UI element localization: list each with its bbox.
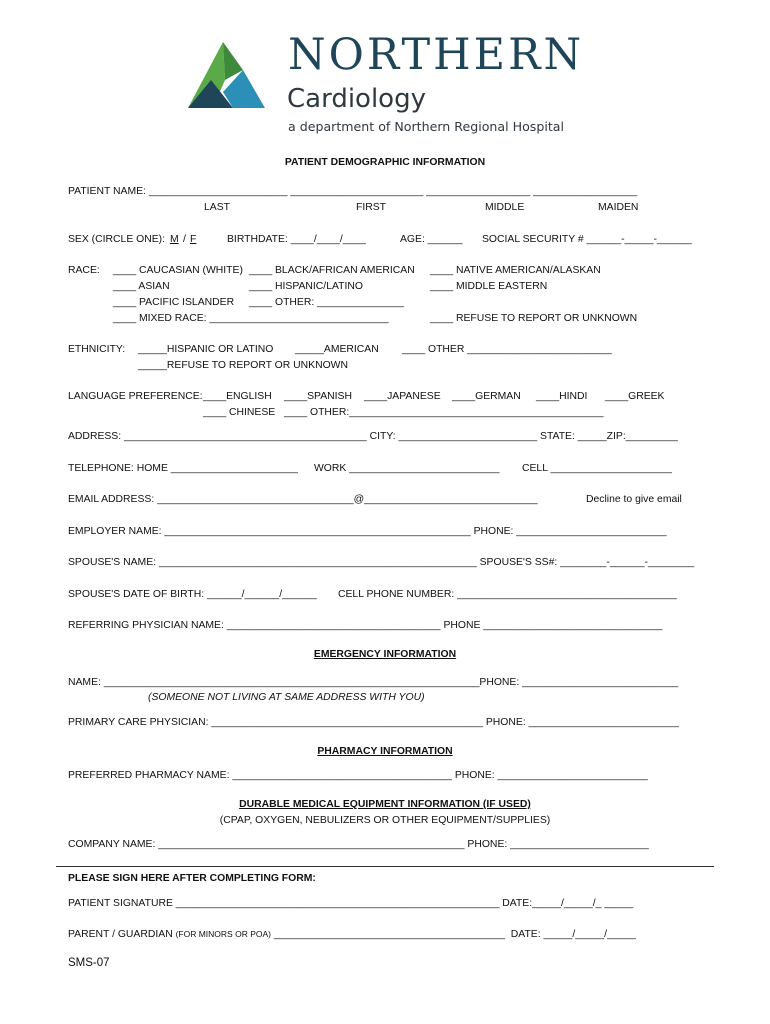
employer-field[interactable]: EMPLOYER NAME: _____________________________________________________ PHONE: __________________________ bbox=[68, 526, 667, 537]
home-phone-field[interactable]: TELEPHONE: HOME ______________________ bbox=[68, 463, 298, 474]
referring-physician-field[interactable]: REFERRING PHYSICIAN NAME: _____________________________________ PHONE _______________________________ bbox=[68, 620, 663, 631]
race-option[interactable]: ____ REFUSE TO REPORT OR UNKNOWN bbox=[430, 313, 638, 324]
language-option-spanish[interactable]: ____SPANISH bbox=[284, 391, 352, 402]
emergency-note: (SOMEONE NOT LIVING AT SAME ADDRESS WITH YOU) bbox=[148, 692, 425, 703]
dme-heading: DURABLE MEDICAL EQUIPMENT INFORMATION (IF USED) bbox=[239, 799, 531, 810]
pcp-field[interactable]: PRIMARY CARE PHYSICIAN: _______________________________________________ PHONE: __________________________ bbox=[68, 717, 679, 728]
race-option[interactable]: ____ ASIAN bbox=[113, 281, 170, 292]
language-option-hindi[interactable]: ____HINDI bbox=[536, 391, 588, 402]
ethnicity-option-american[interactable]: _____AMERICAN bbox=[295, 344, 379, 355]
ssn-field[interactable]: SOCIAL SECURITY # ______-_____-______ bbox=[482, 234, 692, 245]
language-option-german[interactable]: ____GERMAN bbox=[452, 391, 521, 402]
emergency-heading: EMERGENCY INFORMATION bbox=[313, 649, 457, 660]
race-option[interactable]: ____ OTHER: _______________ bbox=[249, 297, 404, 308]
patient-signature-field[interactable]: PATIENT SIGNATURE ________________________________________________________ DATE:_____/_____/_ _____ bbox=[68, 898, 634, 909]
pharmacy-field[interactable]: PREFERRED PHARMACY NAME: ______________________________________ PHONE: __________________________ bbox=[68, 770, 648, 781]
spouse-dob-field[interactable]: SPOUSE'S DATE OF BIRTH: ______/______/______ bbox=[68, 589, 317, 600]
logo-department: a department of Northern Regional Hospital bbox=[288, 119, 564, 134]
ethnicity-option-hispanic[interactable]: _____HISPANIC OR LATINO bbox=[138, 344, 274, 355]
patient-name-field[interactable]: PATIENT NAME: ________________________ _______________________ __________________ __________________ bbox=[68, 186, 638, 197]
dme-company-field[interactable]: COMPANY NAME: _____________________________________________________ PHONE: ________________________ bbox=[68, 839, 649, 850]
sex-option-m[interactable]: M bbox=[170, 234, 179, 245]
language-label: LANGUAGE PREFERENCE: bbox=[68, 391, 203, 402]
dme-subheading: (CPAP, OXYGEN, NEBULIZERS OR OTHER EQUIPMENT/SUPPLIES) bbox=[219, 815, 551, 826]
logo-name: NORTHERN bbox=[288, 30, 585, 80]
birthdate-field[interactable]: BIRTHDATE: ____/____/____ bbox=[227, 234, 366, 245]
race-option[interactable]: ____ BLACK/AFRICAN AMERICAN bbox=[249, 265, 415, 276]
middle-label: MIDDLE bbox=[485, 202, 525, 213]
sex-separator: / bbox=[183, 234, 186, 245]
race-option[interactable]: ____ MIDDLE EASTERN bbox=[430, 281, 548, 292]
signature-divider bbox=[56, 866, 714, 867]
cell-phone-field[interactable]: CELL _____________________ bbox=[522, 463, 672, 474]
pharmacy-heading: PHARMACY INFORMATION bbox=[317, 746, 453, 757]
first-label: FIRST bbox=[356, 202, 387, 213]
race-option[interactable]: ____ PACIFIC ISLANDER bbox=[113, 297, 235, 308]
ethnicity-option-refuse[interactable]: _____REFUSE TO REPORT OR UNKNOWN bbox=[138, 360, 348, 371]
ethnicity-option-other[interactable]: ____ OTHER _________________________ bbox=[402, 344, 612, 355]
race-option[interactable]: ____ HISPANIC/LATINO bbox=[249, 281, 363, 292]
logo-subtitle: Cardiology bbox=[287, 84, 426, 114]
ethnicity-label: ETHNICITY: bbox=[68, 344, 126, 355]
language-option-other[interactable]: ____ OTHER:____________________________________________ bbox=[284, 407, 604, 418]
maiden-label: MAIDEN bbox=[598, 202, 639, 213]
parent-signature-field[interactable] bbox=[68, 930, 636, 940]
email-field[interactable]: EMAIL ADDRESS: __________________________________@______________________________ bbox=[68, 494, 538, 505]
spouse-name-field[interactable]: SPOUSE'S NAME: _______________________________________________________ SPOUSE'S SS#: ________-______-________ bbox=[68, 557, 695, 568]
age-field[interactable]: AGE: ______ bbox=[400, 234, 463, 245]
parent-label: PARENT / GUARDIAN bbox=[68, 929, 176, 940]
sex-option-f[interactable]: F bbox=[190, 234, 197, 245]
language-option-chinese[interactable]: ____ CHINESE bbox=[203, 407, 276, 418]
race-option[interactable]: ____ CAUCASIAN (WHITE) bbox=[113, 265, 243, 276]
race-label: RACE: bbox=[68, 265, 100, 276]
language-option-japanese[interactable]: ____JAPANESE bbox=[364, 391, 441, 402]
sex-label: SEX (CIRCLE ONE): bbox=[68, 234, 165, 245]
parent-line: ________________________________________ DATE: _____/_____/_____ bbox=[270, 929, 636, 940]
last-label: LAST bbox=[204, 202, 230, 213]
spouse-cell-field[interactable]: CELL PHONE NUMBER: ______________________________________ bbox=[338, 589, 677, 600]
decline-email-option[interactable]: Decline to give email bbox=[586, 494, 682, 505]
sign-heading: PLEASE SIGN HERE AFTER COMPLETING FORM: bbox=[68, 873, 316, 884]
form-title: PATIENT DEMOGRAPHIC INFORMATION bbox=[284, 157, 486, 168]
emergency-name-field[interactable]: NAME: _________________________________________________________________PHONE: ___________________________ bbox=[68, 677, 679, 688]
address-field[interactable]: ADDRESS: __________________________________________ CITY: ________________________ STATE: _____ZIP:_________ bbox=[68, 431, 678, 442]
northern-logo-icon bbox=[183, 40, 269, 110]
language-option-greek[interactable]: ____GREEK bbox=[605, 391, 665, 402]
work-phone-field[interactable]: WORK __________________________ bbox=[314, 463, 500, 474]
form-code: SMS-07 bbox=[68, 957, 110, 969]
race-option[interactable]: ____ NATIVE AMERICAN/ALASKAN bbox=[430, 265, 601, 276]
race-option[interactable]: ____ MIXED RACE: _______________________________ bbox=[113, 313, 389, 324]
language-option-english[interactable]: ____ENGLISH bbox=[203, 391, 272, 402]
parent-note: (FOR MINORS OR POA) bbox=[175, 929, 271, 939]
